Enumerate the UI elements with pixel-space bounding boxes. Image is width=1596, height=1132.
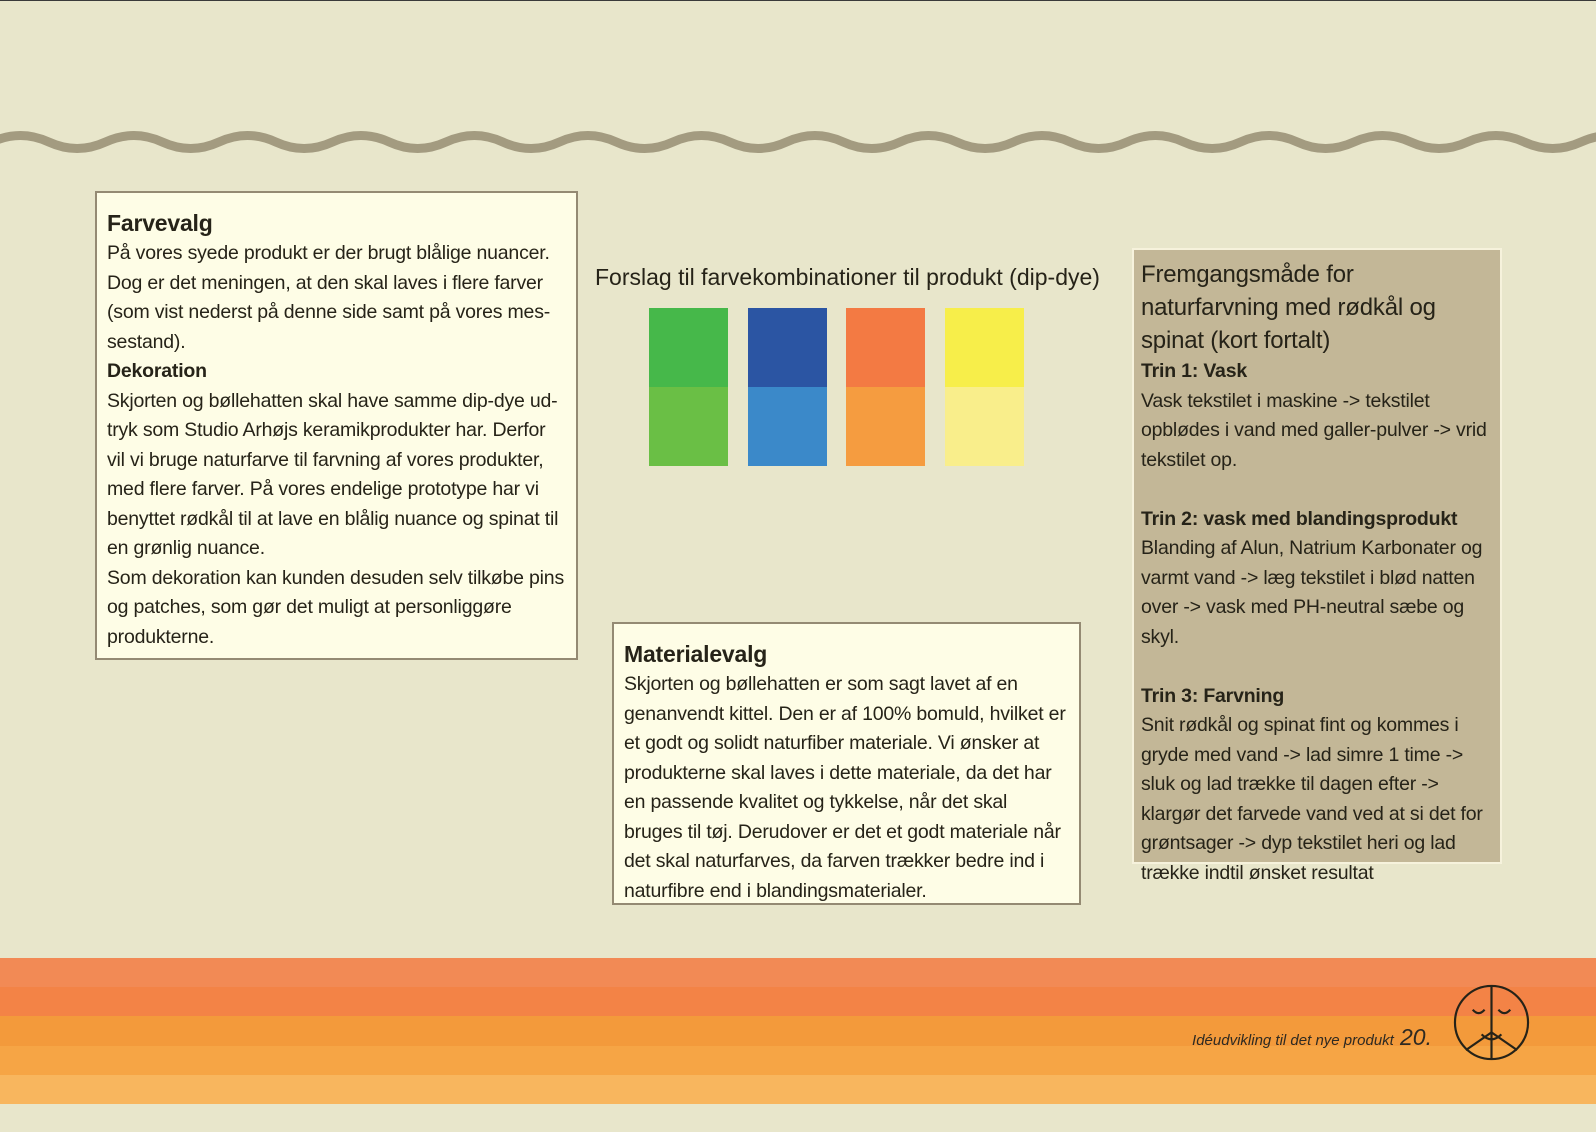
step-3-heading: Trin 3: Farvning xyxy=(1141,684,1285,707)
swatch-yellow-top xyxy=(945,308,1024,387)
swatch-green-top xyxy=(649,308,728,387)
process-title: Fremgangsmåde for naturfarvning med rødkål og spinat (kort fortalt) xyxy=(1141,261,1436,354)
process-card xyxy=(1132,248,1502,884)
farvevalg-heading: Farvevalg xyxy=(107,210,213,236)
step-1-heading: Trin 1: Vask xyxy=(1141,360,1247,382)
dekoration-text-extra: Som dekoration kan kunden desuden selv tilkøbe pins og patches, som gør det muligt at personliggøre produkterne. xyxy=(107,566,565,648)
swatch-blue-top xyxy=(748,308,827,387)
stripe-5 xyxy=(0,1075,1596,1104)
swatch-green xyxy=(649,308,728,466)
step-2-text: Blanding af Alun, Natrium Karbonater og varmt vand -> læg tekstilet i blød natten over -> vask med PH-neutral sæbe og skyl. xyxy=(1141,537,1483,648)
materialevalg-card xyxy=(612,622,1081,905)
materialevalg-text: Skjorten og bøllehatten er som sagt lavet af en genanvendt kittel. Den er af 100% bomuld, hvilket er et godt og solidt naturfiber materiale. Vi ønsker at produkterne skal laves i dette materiale, da det har en passende kvalitet og tykkelse, når det skal bruges til tøj. Derudover er det et godt materiale når det skal naturfarves, da farven trækker bedre ind i naturfibre end i blandingsmaterialer. xyxy=(624,673,1066,902)
step-2-heading: Trin 2: vask med blandingsprodukt xyxy=(1141,507,1458,530)
swatch-blue xyxy=(748,308,827,466)
footer-caption xyxy=(1160,1024,1432,1051)
top-border xyxy=(0,0,1596,1)
wave-divider xyxy=(0,112,1596,172)
swatch-yellow xyxy=(945,308,1024,466)
footer-caption-text: Idéudvikling til det nye produkt xyxy=(1192,1032,1394,1049)
step-1-text: Vask tekstilet i maskine -> tekstilet opblødes i vand med galler-pulver -> vrid tekstilet op. xyxy=(1141,389,1487,471)
page-number: 20. xyxy=(1400,1024,1432,1050)
swatch-orange-bottom xyxy=(846,387,925,466)
swatch-orange-top xyxy=(846,308,925,387)
dekoration-text: Skjorten og bøllehatten skal have samme dip-dye ud-tryk som Studio Arhøjs keramikprodukter har. Derfor vil vi bruge naturfarve til farvning af vores produkter, med flere farver. På vores endelige prototype har vi benyttet rødkål til at lave en blålig nuance og spinat til en grønlig nuance. xyxy=(107,389,559,559)
swatch-yellow-bottom xyxy=(945,387,1024,466)
stripe-1 xyxy=(0,958,1596,987)
dekoration-heading: Dekoration xyxy=(107,360,207,382)
farvevalg-card xyxy=(95,191,578,660)
swatch-blue-bottom xyxy=(748,387,827,466)
step-3-text: Snit rødkål og spinat fint og kommes i gryde med vand -> lad simre 1 time -> sluk og lad trække til dagen efter -> klargør det farvede vand ved at si det for grøntsager -> dyp tekstilet heri og lad trække indtil ønsket resultat xyxy=(1141,714,1483,884)
materialevalg-heading: Materialevalg xyxy=(624,641,768,667)
swatch-title: Forslag til farvekombinationer til produkt (dip-dye) xyxy=(595,264,1100,290)
swatch-orange xyxy=(846,308,925,466)
swatch-green-bottom xyxy=(649,387,728,466)
farvevalg-text: På vores syede produkt er der brugt blålige nuancer. Dog er det meningen, at den skal laves i flere farver (som vist nederst på denne side samt på vores mes-sestand). xyxy=(107,242,551,353)
smiley-peace-icon xyxy=(1452,983,1531,1062)
stripe-2 xyxy=(0,987,1596,1016)
